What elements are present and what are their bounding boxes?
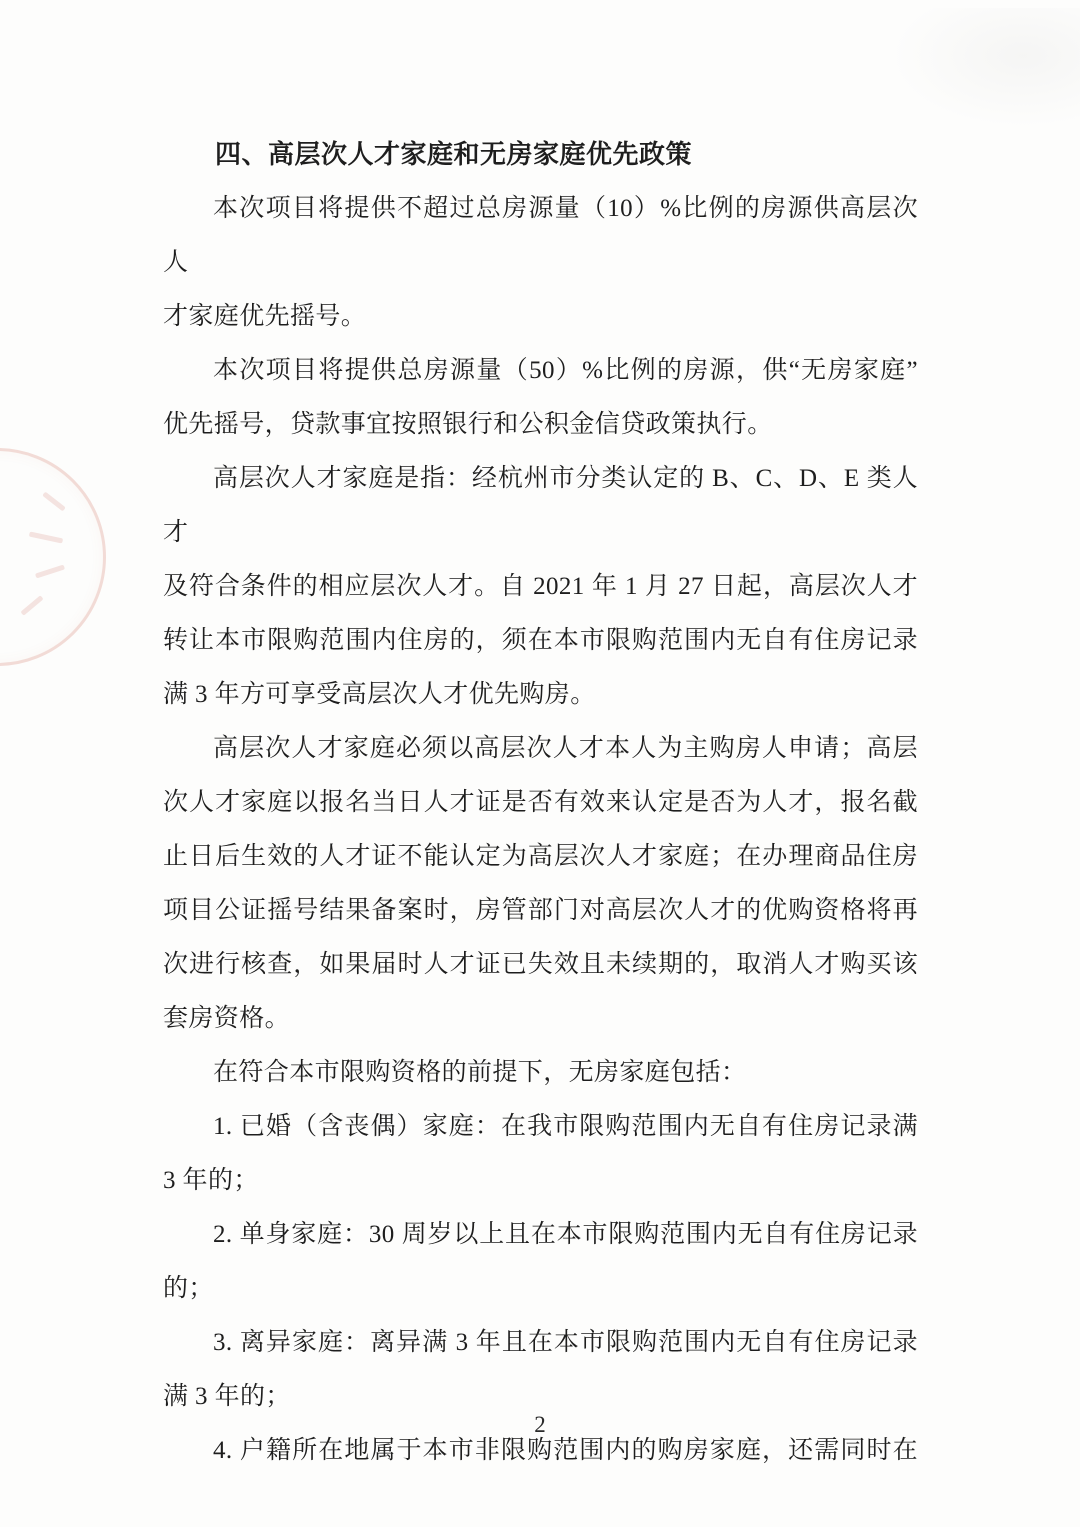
text-line: 高层次人才家庭是指：经杭州市分类认定的 B、C、D、E 类人才 (163, 465, 918, 546)
seal-inner-mark (42, 492, 66, 512)
text-line: 的； (163, 1275, 214, 1302)
paragraph (163, 1046, 918, 1100)
text-line: 才家庭优先摇号。 (163, 303, 367, 330)
text-line: 本次项目将提供总房源量（50）%比例的房源，供“无房家庭” (213, 357, 918, 384)
seal-inner-mark (35, 564, 65, 578)
text-line: 次人才家庭以报名当日人才证是否有效来认定是否为人才，报名截 (163, 789, 918, 816)
text-line: 1. 已婚（含丧偶）家庭：在我市限购范围内无自有住房记录满 (213, 1113, 918, 1140)
text-line: 高层次人才家庭必须以高层次人才本人为主购房人申请；高层 (213, 735, 918, 762)
text-line: 及符合条件的相应层次人才。自 2021 年 1 月 27 日起，高层次人才 (163, 573, 918, 600)
text-line: 优先摇号，贷款事宜按照银行和公积金信贷政策执行。 (163, 411, 773, 438)
document-body (163, 128, 918, 1478)
text-line: 转让本市限购范围内住房的，须在本市限购范围内无自有住房记录 (163, 627, 918, 654)
paragraph (163, 1100, 918, 1208)
paragraphs-container (163, 182, 918, 1478)
text-line: 满 3 年方可享受高层次人才优先购房。 (163, 681, 596, 708)
text-line: 本次项目将提供不超过总房源量（10）%比例的房源供高层次人 (163, 195, 918, 276)
scan-artifact (890, 8, 1080, 128)
red-official-seal-partial (0, 448, 106, 666)
text-line: 2. 单身家庭：30 周岁以上且在本市限购范围内无自有住房记录 (213, 1221, 918, 1248)
seal-inner-mark (29, 532, 63, 544)
text-line: 在符合本市限购资格的前提下，无房家庭包括： (213, 1059, 747, 1086)
paragraph (163, 1208, 918, 1316)
paragraph (163, 452, 918, 722)
seal-inner-mark (20, 595, 43, 616)
page-number: 2 (534, 1412, 546, 1437)
section-heading: 四、高层次人才家庭和无房家庭优先政策 (215, 140, 693, 169)
text-line: 满 3 年的； (163, 1383, 291, 1410)
text-line: 项目公证摇号结果备案时，房管部门对高层次人才的优购资格将再 (163, 897, 918, 924)
text-line: 4. 户籍所在地属于本市非限购范围内的购房家庭，还需同时在 (213, 1437, 918, 1464)
text-line: 套房资格。 (163, 1005, 291, 1032)
text-line: 3. 离异家庭：离异满 3 年且在本市限购范围内无自有住房记录 (213, 1329, 918, 1356)
paragraph (163, 344, 918, 452)
text-line: 次进行核查，如果届时人才证已失效且未续期的，取消人才购买该 (163, 951, 918, 978)
paragraph (163, 722, 918, 1046)
text-line: 止日后生效的人才证不能认定为高层次人才家庭；在办理商品住房 (163, 843, 918, 870)
paragraph (163, 1316, 918, 1424)
paragraph (163, 182, 918, 344)
text-line: 3 年的； (163, 1167, 259, 1194)
